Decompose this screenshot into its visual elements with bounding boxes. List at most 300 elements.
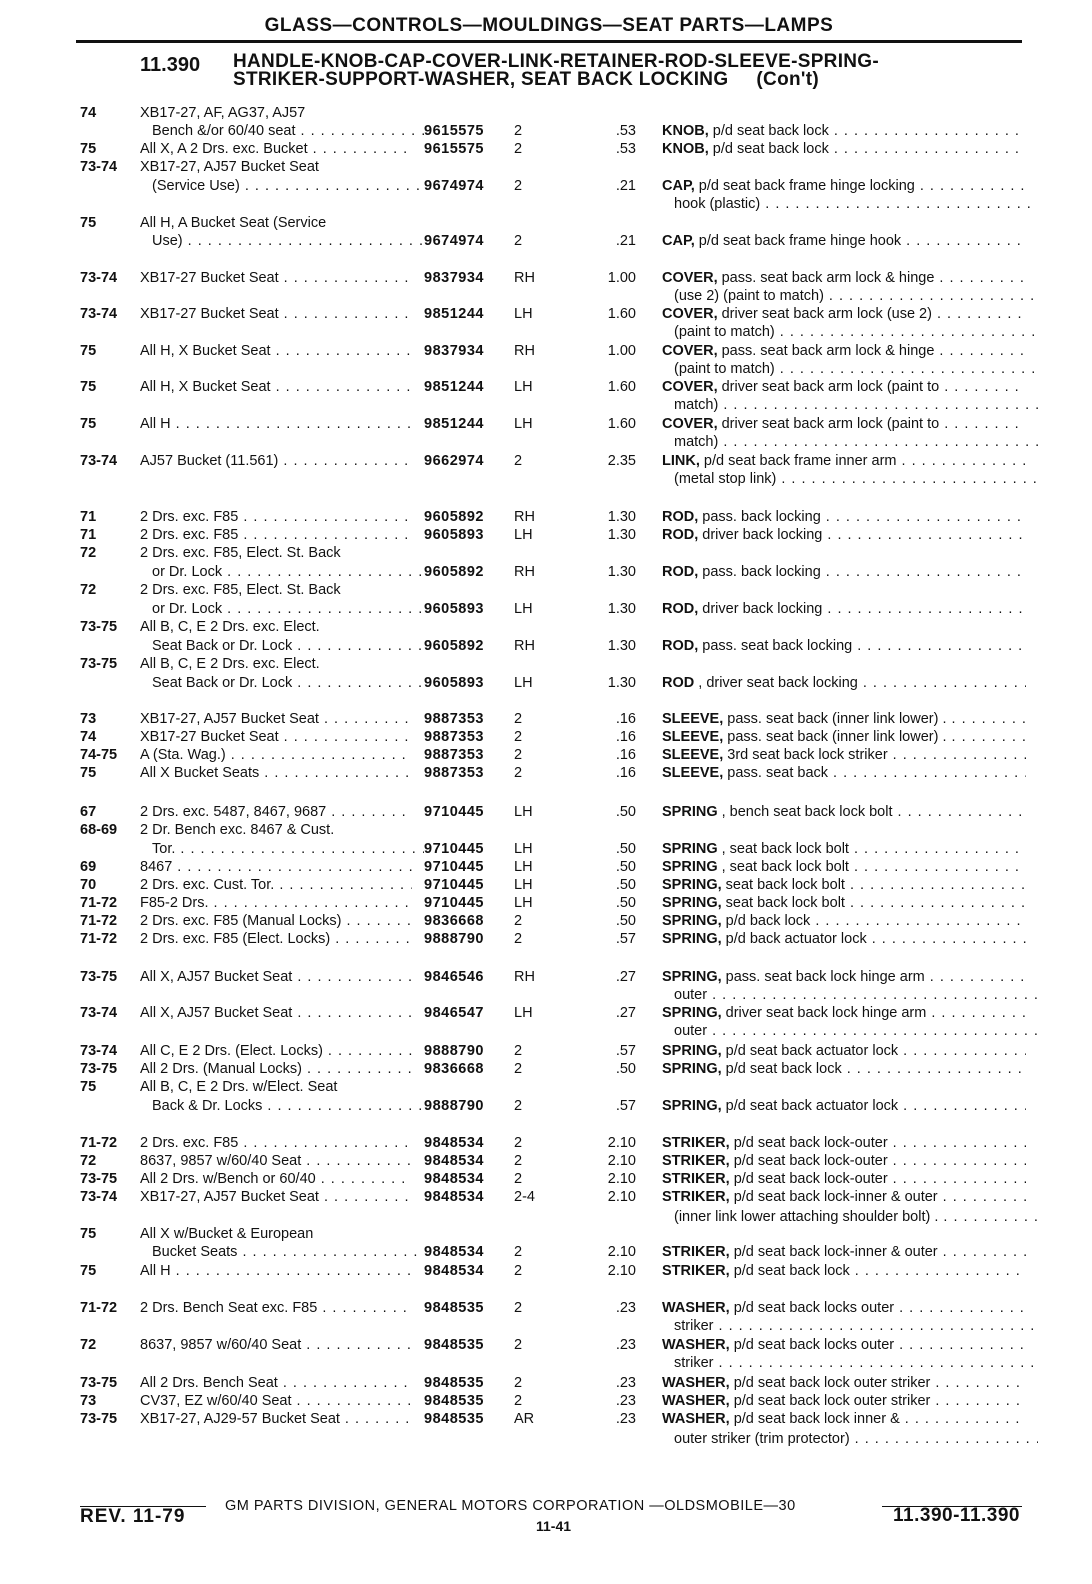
application: Seat Back or Dr. Lock . . . [140,637,424,655]
table-row [0,415,1092,433]
continued-label: (Con't) [756,69,819,90]
price: .57 [615,931,636,947]
description [662,1170,1026,1188]
description-text: p/d seat back frame inner arm [699,453,897,469]
description [662,323,1038,341]
application: All 2 Drs. w/Bench or 60/40 . . . [140,1170,412,1188]
table-row [0,195,1092,213]
model-year: 73-75 [80,969,118,985]
part-number: 9674974 [424,178,484,194]
description-text: hook (plastic) [674,196,761,212]
model-year: 74 [80,105,97,121]
price: .27 [615,969,636,985]
part-name: CAP, [662,233,695,249]
description [662,912,1026,930]
table-row [0,177,1092,195]
application: XB17-27, AJ57 Bucket Seat . . . [140,710,412,728]
application: All H . . . [140,415,412,433]
price: .50 [615,877,636,893]
part-name: SPRING, [662,1005,722,1021]
description-text: (inner link lower attaching shoulder bolt) . [674,1209,939,1225]
model-year: 73-74 [80,1005,118,1021]
part-number: 9710445 [424,804,484,820]
quantity: RH [514,509,535,525]
description [662,1060,1026,1078]
application: 2 Drs. exc. F85 . . . [140,1134,412,1152]
description [662,122,1026,140]
quantity: LH [514,601,533,617]
part-number: 9851244 [424,306,484,322]
price: 2.10 [607,1171,636,1187]
description-text: (use 2) (paint to match) [674,288,824,304]
price: .16 [615,729,636,745]
application: XB17-27 Bucket Seat . . . [140,728,412,746]
quantity: 2 [514,233,523,249]
description [662,1374,1026,1392]
description-text: seat back lock bolt [721,895,845,911]
price: .27 [615,1005,636,1021]
application: A (Sta. Wag.) . . . [140,746,412,764]
table-row [0,1188,1092,1206]
part-number: 9887353 [424,765,484,781]
application: or Dr. Lock . . . [140,600,424,618]
quantity: 2 [514,1171,523,1187]
description-text: pass. seat back arm lock & hinge [717,270,935,286]
price: 1.30 [607,564,636,580]
description [662,600,1026,618]
part-number: 9605892 [424,638,484,654]
description [662,1243,1026,1261]
description [662,1004,1026,1022]
table-row [0,655,1092,673]
model-year: 71-72 [80,1300,118,1316]
description-text: p/d seat back locks outer [729,1300,895,1316]
part-number: 9710445 [424,877,484,893]
application: XB17-27, AJ57 Bucket Seat [140,159,319,175]
table-row [0,1354,1092,1372]
part-name: SPRING, [662,913,722,929]
part-number: 9848535 [424,1411,484,1427]
table-row [0,1430,1092,1448]
table-row [0,1225,1092,1243]
table-row [0,1243,1092,1261]
part-number: 9851244 [424,379,484,395]
part-name: STRIKER, [662,1263,730,1279]
table-row [0,360,1092,378]
application: 8637, 9857 w/60/40 Seat . . . [140,1336,412,1354]
part-name: CAP, [662,178,695,194]
table-row [0,269,1092,287]
part-name: COVER, [662,306,718,322]
part-number: 9851244 [424,416,484,432]
description [662,764,1026,782]
table-row [0,526,1092,544]
table-row [0,618,1092,636]
model-year: 70 [80,877,97,893]
table-row [0,396,1092,414]
quantity: RH [514,343,535,359]
description-text: outer [674,1023,708,1039]
description [662,452,1026,470]
price: 1.30 [607,638,636,654]
description-text: pass. back locking [698,509,821,525]
table-row [0,122,1092,140]
quantity: RH [514,969,535,985]
part-number: 9887353 [424,729,484,745]
quantity: 2 [514,1098,523,1114]
table-row [0,452,1092,470]
description [662,1042,1026,1060]
price: .50 [615,1061,636,1077]
section-number: 11.390 [140,54,201,76]
description-text: p/d seat back lock-outer [729,1153,888,1169]
model-year: 73-75 [80,1411,118,1427]
description [662,894,1026,912]
model-year: 69 [80,859,97,875]
application: All H, A Bucket Seat (Service [140,215,327,231]
part-number: 9674974 [424,233,484,249]
application: All X, AJ57 Bucket Seat . . . [140,1004,412,1022]
quantity: 2 [514,1153,523,1169]
price: 2.10 [607,1189,636,1205]
table-row [0,140,1092,158]
table-row [0,470,1092,488]
part-name: COVER, [662,343,718,359]
model-year: 73 [80,1393,97,1409]
model-year: 75 [80,343,97,359]
table-row [0,1022,1092,1040]
application: All B, C, E 2 Drs. exc. Elect. [140,656,320,672]
table-row [0,305,1092,323]
description [662,1208,1038,1226]
price: .23 [615,1411,636,1427]
quantity: LH [514,804,533,820]
part-name: WASHER, [662,1411,730,1427]
price: .50 [615,859,636,875]
part-name: SPRING, [662,931,722,947]
quantity: 2-4 [514,1189,535,1205]
description [662,637,1026,655]
table-row [0,158,1092,176]
price: .16 [615,747,636,763]
price: .50 [615,804,636,820]
description [662,1317,1038,1335]
price: .57 [615,1098,636,1114]
part-name: SPRING, [662,1098,722,1114]
description [662,986,1038,1004]
table-row [0,894,1092,912]
page-number: 11-41 [536,1518,572,1534]
model-year: 71-72 [80,895,118,911]
application: Back & Dr. Locks . . . [140,1097,424,1115]
table-row [0,104,1092,122]
description-text: p/d back actuator lock [721,931,867,947]
model-year: 73-75 [80,656,118,672]
quantity: 2 [514,1263,523,1279]
quantity: LH [514,1005,533,1021]
description-text: striker [674,1318,714,1334]
application: All H, X Bucket Seat . . . [140,342,412,360]
application: All B, C, E 2 Drs. w/Elect. Seat [140,1079,338,1095]
table-row [0,821,1092,839]
description-text: p/d back lock [721,913,811,929]
description-text: driver back locking [698,601,823,617]
part-name: WASHER, [662,1375,730,1391]
part-name: ROD, [662,601,699,617]
quantity: LH [514,895,533,911]
description [662,1097,1026,1115]
description [662,1188,1026,1206]
description [662,1336,1026,1354]
description-text: p/d seat back frame hinge locking [694,178,915,194]
model-year: 72 [80,1337,97,1353]
price: 2.35 [607,453,636,469]
application: Bench &/or 60/40 seat . . . [140,122,424,140]
part-name: ROD, [662,509,699,525]
table-row [0,563,1092,581]
model-year: 74 [80,729,97,745]
description-text: driver seat back arm lock (paint to [717,416,940,432]
part-name: STRIKER, [662,1244,730,1260]
table-row [0,581,1092,599]
model-year: 73-74 [80,453,118,469]
part-number: 9848534 [424,1135,484,1151]
description-text: pass. seat back lock hinge arm [721,969,925,985]
price: .50 [615,841,636,857]
description [662,177,1026,195]
application: XB17-27 Bucket Seat . . . [140,269,412,287]
part-number: 9848534 [424,1189,484,1205]
application: XB17-27, AF, AG37, AJ57 [140,105,306,121]
part-number: 9837934 [424,343,484,359]
price: 2.10 [607,1263,636,1279]
quantity: 2 [514,1393,523,1409]
description-text: driver seat back lock hinge arm [721,1005,927,1021]
part-number: 9605893 [424,675,484,691]
table-row [0,232,1092,250]
description [662,1134,1026,1152]
section-title-line1: HANDLE-KNOB-CAP-COVER-LINK-RETAINER-ROD-SLEEVE-SPRING- [233,51,880,72]
application: All 2 Drs. (Manual Locks) . . . [140,1060,412,1078]
price: .23 [615,1300,636,1316]
model-year: 73-74 [80,1043,118,1059]
part-number: 9848534 [424,1153,484,1169]
price: 2.10 [607,1153,636,1169]
table-row [0,544,1092,562]
model-year: 75 [80,765,97,781]
quantity: LH [514,379,533,395]
description-text: striker [674,1355,714,1371]
quantity: RH [514,564,535,580]
table-row [0,1336,1092,1354]
part-number: 9605892 [424,564,484,580]
table-row [0,600,1092,618]
description-text: p/d seat back actuator lock [721,1098,899,1114]
model-year: 75 [80,379,97,395]
price: .50 [615,895,636,911]
part-number: 9848535 [424,1337,484,1353]
application: 2 Dr. Bench exc. 8467 & Cust. [140,822,335,838]
table-row [0,840,1092,858]
part-name: SLEEVE, [662,765,724,781]
description-text: pass. seat back (inner link lower) . [723,729,947,745]
application: Use) . . . [140,232,424,250]
model-year: 68-69 [80,822,118,838]
part-number: 9615575 [424,141,484,157]
price: 1.30 [607,527,636,543]
part-name: ROD, [662,564,699,580]
description-text: seat back lock bolt [721,877,845,893]
description [662,415,1026,433]
part-number: 9848534 [424,1244,484,1260]
application: XB17-27, AJ29-57 Bucket Seat . . . [140,1410,412,1428]
quantity: 2 [514,178,523,194]
application: All C, E 2 Drs. (Elect. Locks) . . . [140,1042,412,1060]
quantity: RH [514,270,535,286]
description [662,728,1026,746]
table-row [0,674,1092,692]
application: All X Bucket Seats . . . [140,764,412,782]
part-name: WASHER, [662,1300,730,1316]
application: CV37, EZ w/60/40 Seat . . . [140,1392,412,1410]
part-number: 9848535 [424,1300,484,1316]
application: 2 Drs. exc. F85, Elect. St. Back [140,545,341,561]
part-name: STRIKER, [662,1189,730,1205]
description-text: p/d seat back lock outer striker [729,1375,931,1391]
description-text: match) [674,434,719,450]
description [662,930,1026,948]
part-number: 9848535 [424,1393,484,1409]
description [662,840,1026,858]
part-name: SPRING, [662,877,722,893]
price: .21 [615,178,636,194]
model-year: 67 [80,804,97,820]
quantity: 2 [514,1300,523,1316]
description [662,526,1026,544]
quantity: 2 [514,1337,523,1353]
part-number: 9846546 [424,969,484,985]
table-row [0,1170,1092,1188]
table-row [0,803,1092,821]
quantity: 2 [514,765,523,781]
quantity: RH [514,638,535,654]
table-row [0,508,1092,526]
quantity: 2 [514,1135,523,1151]
model-year: 71-72 [80,931,118,947]
quantity: LH [514,527,533,543]
part-number: 9605892 [424,509,484,525]
part-number: 9887353 [424,747,484,763]
part-name: SPRING [662,804,718,820]
table-row [0,1317,1092,1335]
part-name: SLEEVE, [662,711,724,727]
model-year: 71 [80,527,97,543]
part-name: SLEEVE, [662,729,724,745]
part-number: 9662974 [424,453,484,469]
model-year: 75 [80,416,97,432]
description [662,1262,1026,1280]
price: 1.30 [607,509,636,525]
model-year: 73 [80,711,97,727]
table-row [0,968,1092,986]
description-text: pass. seat back (inner link lower) . [723,711,947,727]
table-row [0,912,1092,930]
price: 1.00 [607,343,636,359]
table-row [0,1078,1092,1096]
description [662,269,1026,287]
quantity: 2 [514,913,523,929]
price: .23 [615,1375,636,1391]
price: 2.10 [607,1244,636,1260]
part-number: 9710445 [424,841,484,857]
description [662,858,1026,876]
description-text: p/d seat back lock [729,1263,850,1279]
price: .23 [615,1337,636,1353]
part-name: SPRING, [662,1043,722,1059]
part-name: STRIKER, [662,1153,730,1169]
model-year: 73-74 [80,1189,118,1205]
part-number: 9836668 [424,1061,484,1077]
model-year: 73-75 [80,1171,118,1187]
part-number: 9848534 [424,1263,484,1279]
application: All H . . . [140,1262,412,1280]
description-text: match) [674,397,719,413]
description-text: p/d seat back frame hinge hook [694,233,902,249]
table-row [0,1060,1092,1078]
description-text: p/d seat back lock [721,1061,842,1077]
description [662,433,1038,451]
price: .50 [615,913,636,929]
quantity: 2 [514,729,523,745]
table-row [0,1004,1092,1022]
application: XB17-27, AJ57 Bucket Seat . . . [140,1188,412,1206]
table-row [0,1134,1092,1152]
table-row [0,746,1092,764]
table-row [0,858,1092,876]
description-text: p/d seat back lock [708,141,829,157]
quantity: LH [514,877,533,893]
price: .57 [615,1043,636,1059]
table-row [0,1374,1092,1392]
model-year: 72 [80,545,97,561]
description-text: p/d seat back lock-inner & outer [729,1244,938,1260]
description [662,1152,1026,1170]
description-text: pass. seat back arm lock & hinge [717,343,935,359]
model-year: 75 [80,215,97,231]
description-text: p/d seat back lock inner & [729,1411,900,1427]
table-row [0,1208,1092,1226]
application: All H, X Bucket Seat . . . [140,378,412,396]
application: 2 Drs. Bench Seat exc. F85 . . . [140,1299,412,1317]
description [662,1022,1038,1040]
application: (Service Use) . . . [140,177,424,195]
description-text: , bench seat back lock bolt [717,804,893,820]
table-row [0,287,1092,305]
application: 2 Drs. exc. F85 . . . [140,508,412,526]
page-header: GLASS—CONTROLS—MOULDINGS—SEAT PARTS—LAMPS [76,14,1022,43]
part-number: 9710445 [424,859,484,875]
table-row [0,342,1092,360]
quantity: LH [514,841,533,857]
price: 1.30 [607,675,636,691]
quantity: 2 [514,141,523,157]
part-name: SPRING, [662,969,722,985]
quantity: 2 [514,1375,523,1391]
description [662,674,1026,692]
model-year: 75 [80,1263,97,1279]
application: All X, AJ57 Bucket Seat . . . [140,968,412,986]
model-year: 73-75 [80,1061,118,1077]
